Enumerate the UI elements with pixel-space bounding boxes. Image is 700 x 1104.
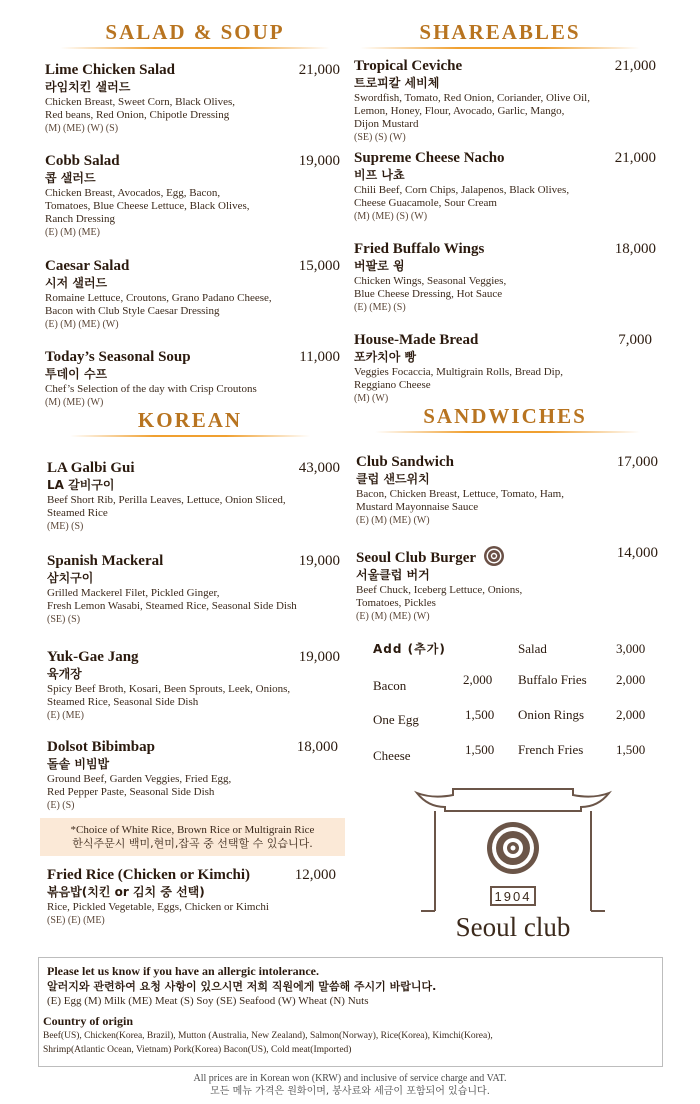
seoul-club-emblem-icon xyxy=(483,545,505,567)
addon-one-egg-label: One Egg xyxy=(373,712,419,727)
seoul-club-gate-logo xyxy=(413,785,613,915)
item-description: Steamed Rice xyxy=(47,507,108,519)
menu-item-seasonal-soup xyxy=(45,349,305,409)
item-description: Veggies Focaccia, Multigrain Rolls, Bread Dip, xyxy=(354,366,563,378)
item-description: Romaine Lettuce, Croutons, Grano Padano Cheese, xyxy=(45,292,272,304)
item-allergens: (E) (M) (ME) (W) xyxy=(356,515,430,526)
item-name: Today’s Seasonal Soup xyxy=(45,349,191,365)
menu-item-la-galbi-gui xyxy=(47,460,307,533)
item-price: 18,000 xyxy=(614,241,656,257)
origin-line-1: Beef(US), Chicken(Korea, Brazil), Mutton (Australia, New Zealand), Salmon(Norway), Rice(Korea), Kimchi(Korea), xyxy=(43,1031,493,1041)
item-price: 21,000 xyxy=(298,62,340,78)
section-title-korean: KOREAN xyxy=(137,408,243,432)
item-description: Steamed Rice, Seasonal Side Dish xyxy=(47,696,199,708)
item-price: 18,000 xyxy=(296,739,338,755)
item-description: Chicken Wings, Seasonal Veggies, xyxy=(354,275,507,287)
item-description: Ranch Dressing xyxy=(45,213,115,225)
item-name: Lime Chicken Salad xyxy=(45,62,176,78)
menu-item-house-made-bread xyxy=(354,332,614,405)
item-korean-name: 콥 샐러드 xyxy=(45,171,96,185)
logo-name: Seoul club xyxy=(455,912,571,942)
rice-note-korean: 한식주문시 백미,현미,잡곡 중 선택할 수 있습니다. xyxy=(72,837,313,850)
item-allergens: (SE) (S) xyxy=(47,614,81,625)
item-korean-name: 비프 나쵸 xyxy=(354,168,405,182)
item-name: Tropical Ceviche xyxy=(354,58,463,74)
item-description: Cheese Guacamole, Sour Cream xyxy=(354,197,497,209)
item-price: 15,000 xyxy=(298,258,340,274)
item-description: Fresh Lemon Wasabi, Steamed Rice, Seasonal Side Dish xyxy=(47,600,297,612)
item-korean-name: 시저 샐러드 xyxy=(45,276,108,290)
allergy-origin-box xyxy=(38,957,663,1067)
logo-year: 1904 xyxy=(494,889,532,904)
menu-item-caesar-salad xyxy=(45,258,305,331)
item-price: 21,000 xyxy=(614,58,656,74)
item-allergens: (SE) (E) (ME) xyxy=(47,915,105,926)
item-description: Grilled Mackerel Filet, Pickled Ginger, xyxy=(47,587,220,599)
addon-bacon-price: 2,000 xyxy=(463,672,493,687)
item-korean-name: 삼치구이 xyxy=(47,571,94,585)
section-underline xyxy=(375,428,640,437)
item-allergens: (ME) (S) xyxy=(47,521,84,532)
item-description: Lemon, Honey, Flour, Avocado, Garlic, Mango, xyxy=(354,105,565,117)
item-price: 12,000 xyxy=(294,867,336,883)
item-price: 17,000 xyxy=(616,454,658,470)
addons-header: Add (추가) xyxy=(373,642,446,656)
item-name xyxy=(356,545,606,567)
item-allergens: (E) (M) (ME) (W) xyxy=(45,319,119,330)
item-description: Mustard Mayonnaise Sauce xyxy=(356,501,479,513)
menu-item-seoul-club-burger xyxy=(356,545,606,623)
item-allergens: (M) (ME) (S) (W) xyxy=(354,211,428,222)
item-description: Spicy Beef Broth, Kosari, Been Sprouts, Leek, Onions, xyxy=(47,683,291,695)
allergy-korean: 알러지와 관련하여 요청 사항이 있으시면 저희 직원에게 말씀해 주시기 바랍니다. xyxy=(47,980,437,993)
section-title-shareables: SHAREABLES xyxy=(419,20,581,44)
item-allergens: (E) (ME) xyxy=(47,710,84,721)
item-description: Bacon, Chicken Breast, Lettuce, Tomato, Ham, xyxy=(356,488,564,500)
item-name: Dolsot Bibimbap xyxy=(47,739,155,755)
addon-onion-rings-label: Onion Rings xyxy=(518,707,585,722)
item-description: Tomatoes, Blue Cheese Lettuce, Black Olives, xyxy=(45,200,250,212)
item-price: 21,000 xyxy=(614,150,656,166)
origin-title: Country of origin xyxy=(43,1014,133,1028)
item-description: Beef Chuck, Iceberg Lettuce, Onions, xyxy=(356,584,523,596)
section-underline xyxy=(360,44,640,53)
addon-french-fries-price: 1,500 xyxy=(616,742,646,757)
item-description: Rice, Pickled Vegetable, Eggs, Chicken or Kimchi xyxy=(47,901,269,913)
item-name: Fried Rice (Chicken or Kimchi) xyxy=(47,867,251,883)
menu-item-tropical-ceviche xyxy=(354,58,614,144)
item-description: Chef’s Selection of the day with Crisp Croutons xyxy=(45,383,257,395)
item-name: LA Galbi Gui xyxy=(47,460,135,476)
item-description: Red Pepper Paste, Seasonal Side Dish xyxy=(47,786,215,798)
item-allergens: (E) (M) (ME) (W) xyxy=(356,611,430,622)
item-description: Chicken Breast, Sweet Corn, Black Olives, xyxy=(45,96,236,108)
item-korean-name: LA 갈비구이 xyxy=(47,478,115,492)
item-name: Spanish Mackeral xyxy=(47,553,164,569)
menu-item-fried-buffalo-wings xyxy=(354,241,614,314)
addon-cheese-price: 1,500 xyxy=(465,742,495,757)
item-name: House-Made Bread xyxy=(354,332,479,348)
addon-bacon-label: Bacon xyxy=(373,678,407,693)
addon-french-fries-label: French Fries xyxy=(518,742,584,757)
price-note-english: All prices are in Korean won (KRW) and inclusive of service charge and VAT. xyxy=(193,1073,507,1084)
item-korean-name: 라임치킨 샐러드 xyxy=(45,80,131,94)
section-title-salad-soup: SALAD & SOUP xyxy=(105,20,285,44)
item-allergens: (E) (S) xyxy=(47,800,75,811)
addon-salad-price: 3,000 xyxy=(616,641,646,656)
addon-cheese-label: Cheese xyxy=(373,748,411,763)
item-description: Red beans, Red Onion, Chipotle Dressing xyxy=(45,109,230,121)
section-title-sandwiches: SANDWICHES xyxy=(423,404,587,428)
item-price: 43,000 xyxy=(298,460,340,476)
item-description: Bacon with Club Style Caesar Dressing xyxy=(45,305,220,317)
item-price: 11,000 xyxy=(299,349,340,365)
item-description: Blue Cheese Dressing, Hot Sauce xyxy=(354,288,503,300)
item-name: Club Sandwich xyxy=(356,454,454,470)
item-description: Swordfish, Tomato, Red Onion, Coriander, Olive Oil, xyxy=(354,92,590,104)
item-price: 7,000 xyxy=(618,332,652,348)
item-name: Cobb Salad xyxy=(45,153,120,169)
item-korean-name: 서울클럽 버거 xyxy=(356,568,430,582)
item-allergens: (M) (ME) (W) xyxy=(45,397,104,408)
item-korean-name: 클럽 샌드위치 xyxy=(356,472,430,486)
origin-line-2: Shrimp(Atlantic Ocean, Vietnam) Pork(Korea) Bacon(US), Cold meat(Imported) xyxy=(43,1045,352,1055)
allergy-title: Please let us know if you have an allergic intolerance. xyxy=(47,964,319,978)
menu-item-club-sandwich xyxy=(356,454,606,527)
addon-one-egg-price: 1,500 xyxy=(465,707,495,722)
menu-item-supreme-cheese-nacho xyxy=(354,150,614,223)
item-description: Tomatoes, Pickles xyxy=(356,597,436,609)
item-name: Yuk-Gae Jang xyxy=(47,649,139,665)
item-allergens: (M) (W) xyxy=(354,393,389,404)
item-korean-name: 육개장 xyxy=(47,667,82,681)
menu-item-lime-chicken-salad xyxy=(45,62,305,135)
rice-choice-note xyxy=(40,818,345,856)
item-description: Chicken Breast, Avocados, Egg, Bacon, xyxy=(45,187,221,199)
addon-buffalo-fries-price: 2,000 xyxy=(616,672,646,687)
item-description: Reggiano Cheese xyxy=(354,379,431,391)
price-note xyxy=(0,1072,700,1098)
item-korean-name: 포카치아 빵 xyxy=(354,350,417,364)
item-description: Beef Short Rib, Perilla Leaves, Lettuce, Onion Sliced, xyxy=(47,494,286,506)
addon-salad-label: Salad xyxy=(518,641,547,656)
item-korean-name: 돌솥 비빔밥 xyxy=(47,757,110,771)
item-price: 19,000 xyxy=(298,553,340,569)
item-price: 14,000 xyxy=(616,545,658,561)
item-name: Fried Buffalo Wings xyxy=(354,241,485,257)
menu-item-cobb-salad xyxy=(45,153,305,239)
item-allergens: (E) (ME) (S) xyxy=(354,302,406,313)
item-korean-name: 트로피칼 세비체 xyxy=(354,76,440,90)
item-allergens: (E) (M) (ME) xyxy=(45,227,100,238)
item-description: Dijon Mustard xyxy=(354,118,419,130)
section-underline xyxy=(60,44,330,53)
item-price: 19,000 xyxy=(298,153,340,169)
item-name: Caesar Salad xyxy=(45,258,130,274)
item-allergens: (SE) (S) (W) xyxy=(354,132,406,143)
item-korean-name: 볶음밥(치킨 or 김치 중 선택) xyxy=(47,885,205,899)
section-underline xyxy=(70,432,310,441)
rice-note-english: *Choice of White Rice, Brown Rice or Multigrain Rice xyxy=(70,824,315,836)
item-name-text: Seoul Club Burger xyxy=(356,550,476,566)
item-korean-name: 버팔로 윙 xyxy=(354,259,405,273)
item-description: Ground Beef, Garden Veggies, Fried Egg, xyxy=(47,773,232,785)
price-note-korean: 모든 메뉴 가격은 원화이며, 봉사료와 세금이 포함되어 있습니다. xyxy=(210,1086,490,1097)
item-allergens: (M) (ME) (W) (S) xyxy=(45,123,119,134)
item-name: Supreme Cheese Nacho xyxy=(354,150,505,166)
item-korean-name: 투데이 수프 xyxy=(45,367,108,381)
addon-buffalo-fries-label: Buffalo Fries xyxy=(518,672,587,687)
item-price: 19,000 xyxy=(298,649,340,665)
allergen-legend: (E) Egg (M) Milk (ME) Meat (S) Soy (SE) Seafood (W) Wheat (N) Nuts xyxy=(47,995,369,1007)
item-description: Chili Beef, Corn Chips, Jalapenos, Black Olives, xyxy=(354,184,570,196)
addon-onion-rings-price: 2,000 xyxy=(616,707,646,722)
